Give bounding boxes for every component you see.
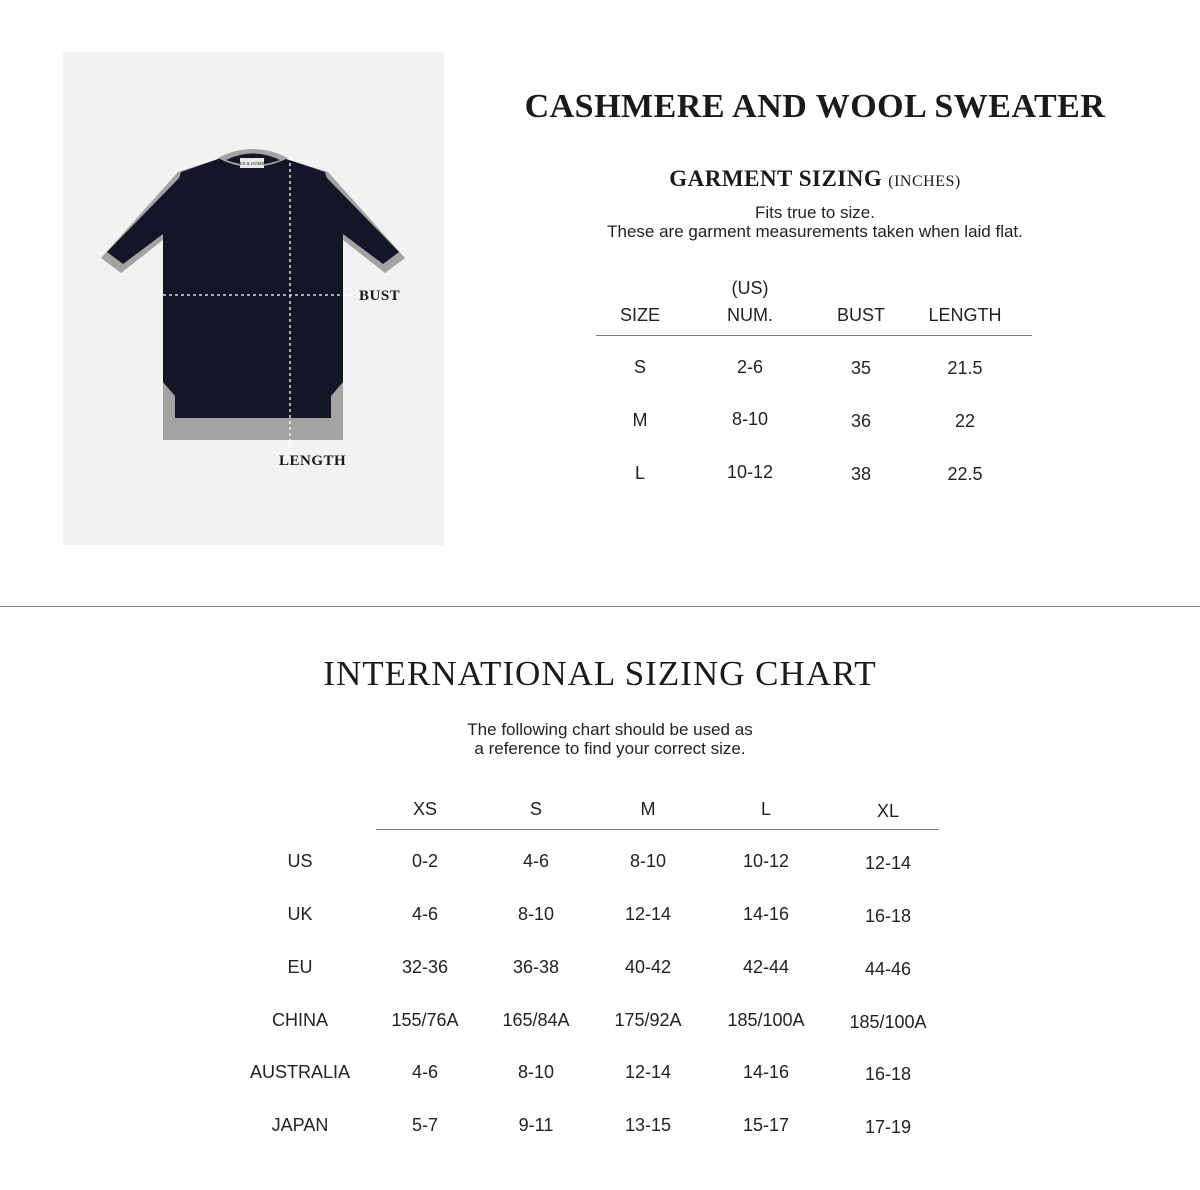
size-cell: 4-6 [411,904,438,924]
size-cell: S [633,357,646,377]
size-cell: 16-18 [864,1064,912,1084]
size-cell: 40-42 [624,957,672,977]
size-cell: 44-46 [864,959,912,979]
size-header-l: L [760,799,771,819]
col-bust: BUST [836,305,885,325]
size-cell: L [634,463,645,483]
region-label: UK [287,904,313,924]
size-header-xs: XS [412,799,437,819]
fit-note: Fits true to size. [755,203,875,222]
col-num: NUM. [727,305,773,325]
region-label: CHINA [271,1010,328,1030]
garment-sizing-heading [520,166,1110,192]
size-cell: 8-10 [517,1062,555,1082]
international-table-rule [376,829,939,830]
international-note-line2: a reference to find your correct size. [474,739,746,758]
size-header-xl: XL [876,801,900,821]
international-title: INTERNATIONAL SIZING CHART [323,654,877,693]
product-title: CASHMERE AND WOOL SWEATER [524,88,1106,125]
region-label: JAPAN [271,1115,329,1135]
size-cell: 155/76A [391,1010,459,1030]
num-cell: 10-12 [726,462,774,482]
garment-table-rule [596,335,1032,336]
size-cell: 10-12 [742,851,790,871]
size-cell: 8-10 [517,904,555,924]
sizing-unit: (INCHES) [888,173,961,190]
size-header-m: M [640,799,656,819]
size-cell: 9-11 [518,1115,554,1135]
size-cell: 14-16 [742,904,790,924]
size-cell: 42-44 [742,957,790,977]
region-label: AUSTRALIA [249,1062,351,1082]
bust-label: BUST [359,288,401,304]
length-label: LENGTH [279,453,347,469]
size-cell: 16-18 [864,906,912,926]
size-header-s: S [529,799,542,819]
col-us: (US) [731,278,769,298]
region-label: EU [287,957,313,977]
sizing-heading-text: GARMENT SIZING [669,166,883,191]
size-cell: 5-7 [411,1115,438,1135]
size-cell: 14-16 [742,1062,790,1082]
bust-cell: 36 [850,411,872,431]
col-length: LENGTH [928,305,1002,325]
tag-text: ES & HOME [239,161,265,166]
international-note-line1: The following chart should be used as [467,720,753,739]
size-cell: 8-10 [629,851,667,871]
num-cell: 8-10 [731,409,769,429]
size-cell: M [632,410,648,430]
size-cell: 175/92A [614,1010,682,1030]
length-cell: 21.5 [947,358,983,378]
size-cell: 17-19 [864,1117,912,1137]
size-cell: 32-36 [401,957,449,977]
bust-cell: 38 [850,464,872,484]
size-cell: 4-6 [411,1062,438,1082]
size-cell: 165/84A [502,1010,570,1030]
size-cell: 4-6 [522,851,549,871]
length-cell: 22 [954,411,976,431]
size-cell: 185/100A [849,1012,927,1032]
measurement-note: These are garment measurements taken when laid flat. [607,222,1023,241]
bust-cell: 35 [850,358,872,378]
product-image-panel [63,52,444,545]
num-cell: 2-6 [736,357,763,377]
size-cell: 15-17 [742,1115,790,1135]
section-divider [0,606,1200,607]
region-label: US [287,851,313,871]
size-cell: 185/100A [727,1010,805,1030]
size-cell: 12-14 [864,853,912,873]
size-cell: 12-14 [624,1062,672,1082]
length-cell: 22.5 [947,464,983,484]
size-cell: 36-38 [512,957,560,977]
size-cell: 13-15 [624,1115,672,1135]
size-cell: 12-14 [624,904,672,924]
size-cell: 0-2 [411,851,438,871]
col-size: SIZE [619,305,660,325]
